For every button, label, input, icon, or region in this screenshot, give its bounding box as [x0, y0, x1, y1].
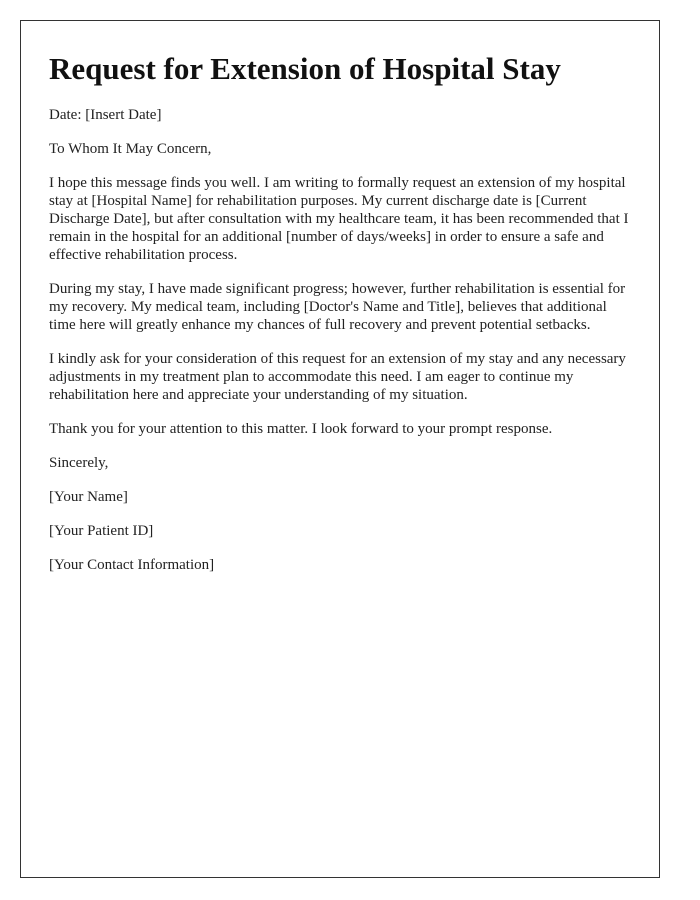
contact-information: [Your Contact Information]: [49, 557, 215, 573]
letter-title: Request for Extension of Hospital Stay: [49, 51, 561, 86]
body-paragraph-1: I hope this message finds you well. I am writing to formally request an extension of my hospital stay at [Hospital Name] for rehabilitation purposes. My current discharge date is [Current Discharge Date], but after consultation with my healthcare team, it has been recommended that I remain in the hospital for an additional [number of days/weeks] in order to ensure a safe and effective rehabilitation process.: [49, 175, 629, 263]
date-line: Date: [Insert Date]: [49, 107, 162, 123]
letter-page: [20, 20, 660, 878]
body-paragraph-3: I kindly ask for your consideration of this request for an extension of my stay and any necessary adjustments in my treatment plan to accommodate this need. I am eager to continue my rehabilitation here and appreciate your understanding of my situation.: [49, 351, 626, 403]
body-paragraph-4: Thank you for your attention to this matter. I look forward to your prompt response.: [49, 421, 553, 437]
body-paragraph-2: During my stay, I have made significant progress; however, further rehabilitation is essential for my recovery. My medical team, including [Doctor's Name and Title], believes that additional time here will greatly enhance my chances of full recovery and prevent potential setbacks.: [49, 281, 626, 333]
closing: Sincerely,: [49, 455, 109, 471]
salutation: To Whom It May Concern,: [49, 141, 212, 157]
signature-name: [Your Name]: [49, 489, 128, 505]
patient-id: [Your Patient ID]: [49, 523, 154, 539]
